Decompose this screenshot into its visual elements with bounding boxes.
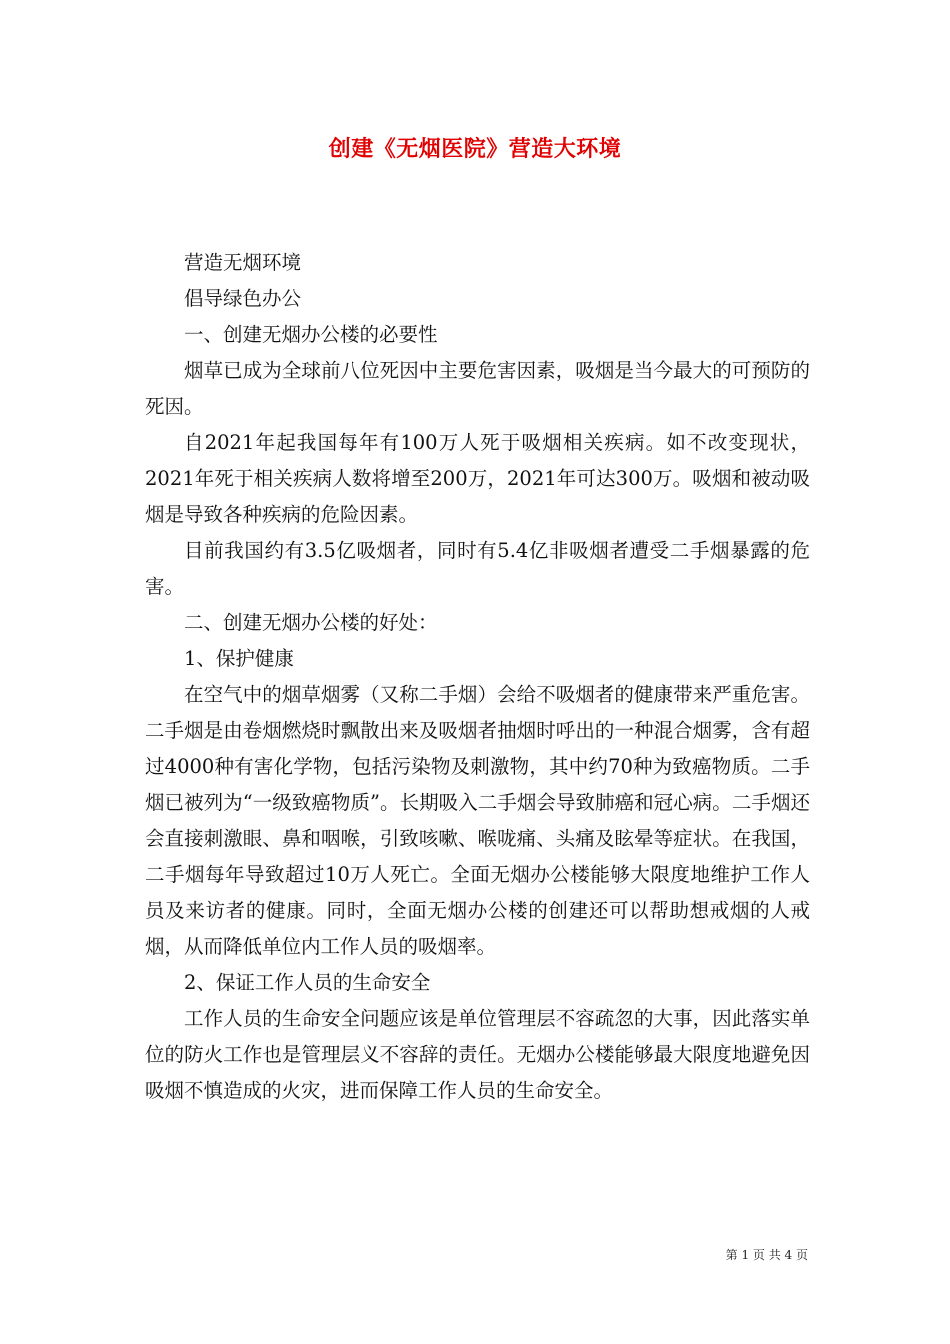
page-number-footer: 第 1 页 共 4 页 bbox=[725, 1248, 808, 1262]
subsection-heading: 1、保护健康 bbox=[184, 647, 294, 670]
section-heading: 二、创建无烟办公楼的好处： bbox=[184, 611, 438, 634]
paragraph: 在空气中的烟草烟雾（又称二手烟）会给不吸烟者的健康带来严重危害。二手烟是由卷烟燃烧时飘散出来及吸烟者抽烟时呼出的一种混合烟雾，含有超过4000种有害化学物，包括污染物及刺激物，其中约70种为致癌物质。二手烟已被列为“一级致癌物质”。长期吸入二手烟会导致肺癌和冠心病。二手烟还会直接刺激眼、鼻和咽喉，引致咳嗽、喉咙痛、头痛及眩晕等症状。在我国，二手烟每年导致超过10万人死亡。全面无烟办公楼能够大限度地维护工作人员及来访者的健康。同时，全面无烟办公楼的创建还可以帮助想戒烟的人戒烟，从而降低单位内工作人员的吸烟率。 bbox=[145, 683, 810, 958]
subsection-heading: 2、保证工作人员的生命安全 bbox=[184, 971, 431, 994]
paragraph: 自2021年起我国每年有100万人死于吸烟相关疾病。如不改变现状，2021年死于相关疾病人数将增至200万，2021年可达300万。吸烟和被动吸烟是导致各种疾病的危险因素。 bbox=[145, 431, 810, 526]
paragraph: 目前我国约有3.5亿吸烟者，同时有5.4亿非吸烟者遭受二手烟暴露的危害。 bbox=[145, 539, 810, 598]
section-heading: 一、创建无烟办公楼的必要性 bbox=[184, 323, 438, 346]
document-title: 创建《无烟医院》营造大环境 bbox=[328, 136, 622, 162]
paragraph: 工作人员的生命安全问题应该是单位管理层不容疏忽的大事，因此落实单位的防火工作也是管理层义不容辞的责任。无烟办公楼能够最大限度地避免因吸烟不慎造成的火灾，进而保障工作人员的生命安全。 bbox=[145, 1007, 810, 1102]
document-body bbox=[145, 245, 810, 1109]
paragraph: 倡导绿色办公 bbox=[184, 287, 302, 310]
paragraph: 烟草已成为全球前八位死因中主要危害因素，吸烟是当今最大的可预防的死因。 bbox=[145, 359, 810, 418]
paragraph: 营造无烟环境 bbox=[184, 251, 302, 274]
